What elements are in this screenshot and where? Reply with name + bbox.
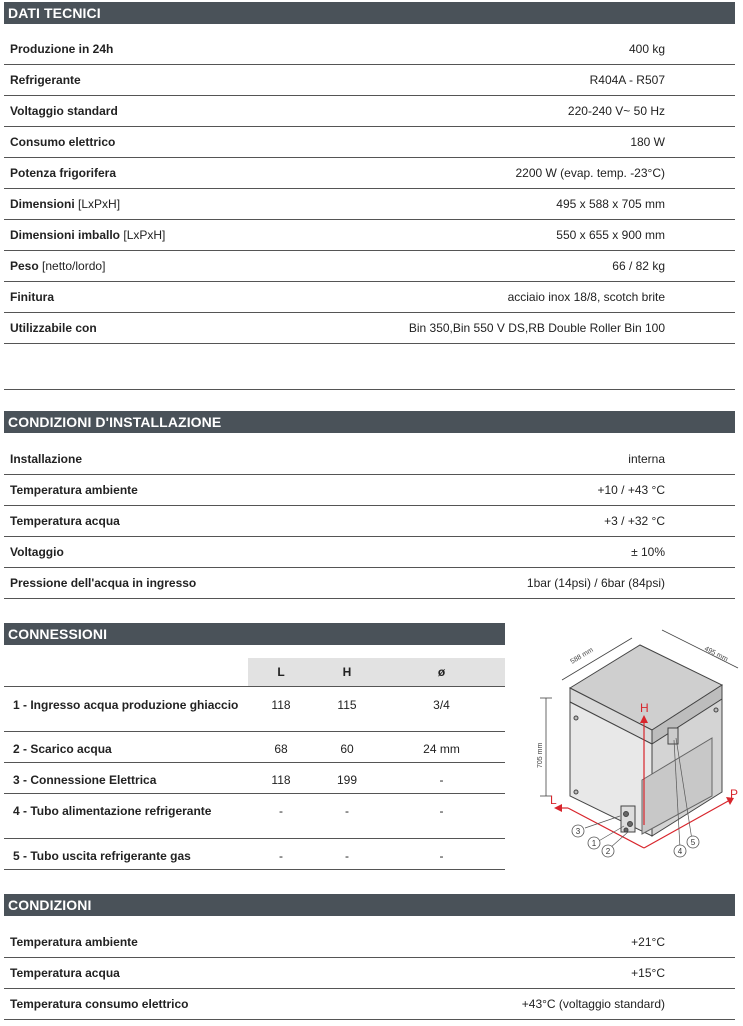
spec-row [4,158,735,189]
spec-row [4,96,735,127]
spec-row [4,34,735,65]
installazione-table [4,444,735,599]
connessione-h: - [345,849,349,863]
connessione-l: 68 [274,742,288,756]
spec-label-text: Temperatura acqua [10,514,120,528]
connessione-h: - [345,804,349,818]
connessione-row [4,687,505,732]
axis-p-label: P [730,787,739,801]
connessione-d: - [439,804,444,818]
connessione-label: 2 - Scarico acqua [13,742,112,756]
spec-value: 66 / 82 kg [612,259,665,273]
dati-tecnici-table [4,34,735,344]
spec-value: Bin 350,Bin 550 V DS,RB Double Roller Bin 100 [408,321,665,335]
callout-3: 3 [575,827,581,836]
callout-2: 2 [605,847,611,856]
spec-label-text: Temperatura consumo elettrico [10,997,189,1011]
spec-label-text: Temperatura acqua [10,966,120,980]
spec-label [4,42,629,56]
spec-value: +3 / +32 °C [604,514,665,528]
spec-row [4,989,735,1020]
spec-value: +10 / +43 °C [597,483,665,497]
section-header-condizioni: CONDIZIONI [4,894,735,916]
spec-label [4,514,604,528]
spec-row [4,568,735,599]
connessione-h: 60 [340,742,354,756]
axis-h-label: H [640,701,649,715]
spec-label-text: Voltaggio [10,545,64,559]
spec-label-text: Finitura [10,290,54,304]
spec-label [4,73,590,87]
spec-label-text: Temperatura ambiente [10,935,138,949]
connessione-h: 115 [337,698,357,712]
dim-width-label: 495 mm [703,645,729,664]
spec-value: interna [628,452,665,466]
connessione-l: 118 [271,773,291,787]
connessioni-table [4,658,505,870]
spec-value: 495 x 588 x 705 mm [556,197,665,211]
spec-value: ± 10% [631,545,665,559]
spec-value: acciaio inox 18/8, scotch brite [507,290,665,304]
spec-value: 400 kg [628,42,665,56]
connessione-row [4,732,505,763]
dim-depth-label: 588 mm [569,646,595,666]
dim-height-label: 705 mm [537,742,544,768]
section-header-installazione: CONDIZIONI D'INSTALLAZIONE [4,411,735,433]
spec-row [4,537,735,568]
machine-diagram [512,620,742,865]
axis-l-label: L [550,793,557,807]
spec-label-text: Installazione [10,452,83,466]
col-l-header: L [277,665,285,679]
spec-label [4,966,631,980]
callout-4: 4 [677,847,683,856]
spec-label [4,545,631,559]
spec-value: 1bar (14psi) / 6bar (84psi) [526,576,665,590]
spec-value: 550 x 655 x 900 mm [556,228,665,242]
spec-label [4,228,556,242]
connessione-d: 24 mm [423,742,460,756]
callout-1: 1 [591,839,597,848]
connessione-d: 3/4 [433,698,450,712]
spec-value: +15°C [631,966,665,980]
connessione-label: 5 - Tubo uscita refrigerante gas [13,849,191,863]
connessione-l: - [279,804,283,818]
spec-row [4,444,735,475]
spec-label [4,104,568,118]
spec-value: +43°C (voltaggio standard) [521,997,665,1011]
connessione-l: - [279,849,283,863]
spec-row [4,189,735,220]
connessione-row [4,839,505,870]
connessione-row [4,794,505,839]
spec-label [4,259,612,273]
section-header-dati-tecnici: DATI TECNICI [4,2,735,24]
connessione-d: - [439,773,444,787]
spec-label-text: Peso [10,259,39,273]
spec-label [4,483,597,497]
spec-label [4,166,515,180]
spec-label-text: Dimensioni imballo [10,228,121,242]
col-d-header: ø [437,665,446,679]
spec-unit: [netto/lordo] [42,259,106,273]
spec-label [4,197,556,211]
spec-label [4,935,631,949]
spec-label-text: Utilizzabile con [10,321,97,335]
spec-label-text: Refrigerante [10,73,81,87]
spec-label-text: Potenza frigorifera [10,166,117,180]
spec-value: 220-240 V~ 50 Hz [567,104,665,118]
spec-label-text: Dimensioni [10,197,75,211]
dati-tecnici-bottom-rule [4,389,735,390]
spec-label-text: Produzione in 24h [10,42,114,56]
spec-value: 180 W [630,135,665,149]
spec-unit: [LxPxH] [78,197,121,211]
spec-row [4,220,735,251]
spec-row [4,127,735,158]
spec-value: R404A - R507 [589,73,665,87]
connessioni-header-row [4,658,505,687]
spec-row [4,475,735,506]
spec-row [4,506,735,537]
connessione-label: 3 - Connessione Elettrica [13,773,157,787]
spec-unit: [LxPxH] [123,228,166,242]
connessione-row [4,763,505,794]
spec-value: +21°C [631,935,665,949]
connessione-l: 118 [271,698,291,712]
connessione-d: - [439,849,444,863]
spec-label-text: Pressione dell'acqua in ingresso [10,576,197,590]
spec-label-text: Temperatura ambiente [10,483,138,497]
spec-row [4,282,735,313]
connessione-label: 1 - Ingresso acqua produzione ghiaccio [13,698,239,712]
condizioni-table [4,927,735,1020]
spec-label [4,576,527,590]
spec-label [4,997,522,1011]
section-header-connessioni: CONNESSIONI [4,623,505,645]
spec-row [4,927,735,958]
spec-label [4,135,630,149]
col-h-header: H [342,665,352,679]
spec-label [4,321,409,335]
spec-label-text: Consumo elettrico [10,135,116,149]
spec-label [4,452,628,466]
connessione-label: 4 - Tubo alimentazione refrigerante [13,804,212,818]
callout-5: 5 [690,838,696,847]
spec-label [4,290,508,304]
spec-row [4,313,735,344]
spec-row [4,251,735,282]
spec-label-text: Voltaggio standard [10,104,118,118]
connessione-h: 199 [336,773,358,787]
spec-row [4,958,735,989]
spec-value: 2200 W (evap. temp. -23°C) [515,166,665,180]
spec-row [4,65,735,96]
